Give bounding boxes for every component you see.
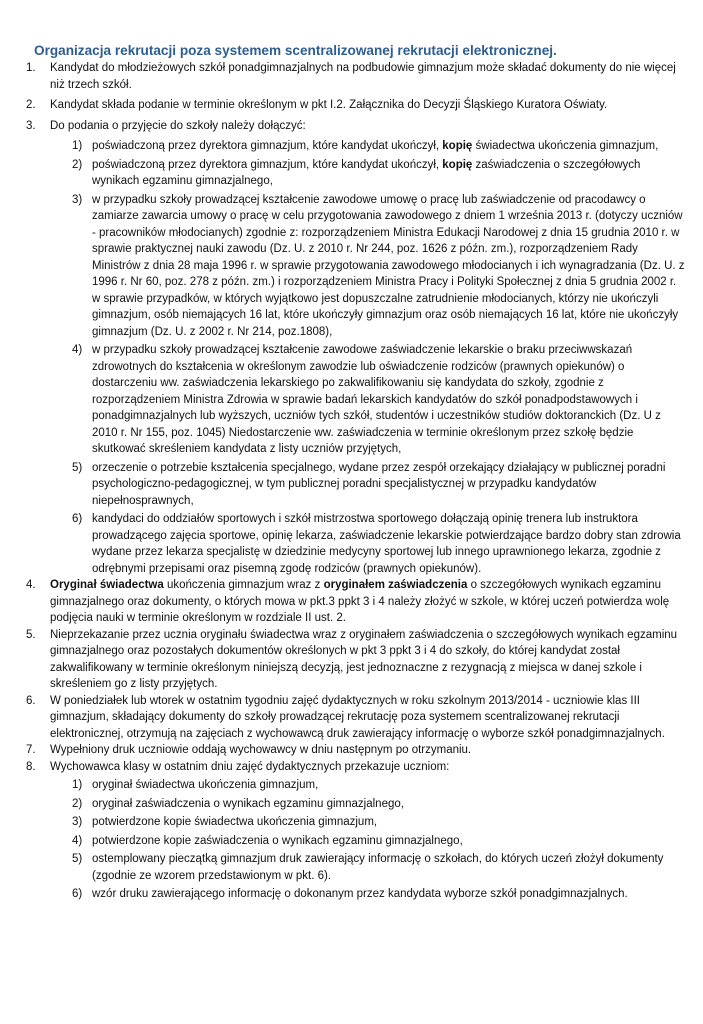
sub-item-number: 4) [72, 344, 83, 356]
sub-item-1 [72, 138, 686, 155]
sub-item-text: ostemplowany pieczątką gimnazjum druk zawierający informację o szkołach, do których uczeń złożył dokumenty (zgodnie ze wzorem przedstawionym w pkt. 6). [92, 853, 664, 882]
sub-item-6 [72, 886, 686, 903]
sub-item-emphasis: kopię [442, 140, 473, 152]
list-item-8 [26, 759, 686, 903]
item-number: 2. [26, 99, 36, 111]
item-number: 4. [26, 579, 36, 591]
item-number: 6. [26, 694, 36, 707]
sub-item-number: 5) [72, 461, 83, 474]
sub-item-4 [72, 833, 686, 850]
sub-item-text: w przypadku szkoły prowadzącej kształcenie zawodowe zaświadczenie lekarskie o braku przeciwwskazań zdrowotnych do kształcenia w określonym zawodzie lub oświadczenie rodziców (prawnych opiekunów) o dostarczeniu ww. zaświadczenia lekarskiego po zakwalifikowaniu się kandydata do szkoły, zgodnie z rozporządzeniem Ministra Zdrowia w sprawie badań lekarskich kandydatów do szkół ponadpodstawowych i ponadgimnazjalnych lub wyższych, uczniów tych szkół, studentów i uczestników studiów doktoranckich (Dz. U z 2010 r. Nr 155, poz. 1045) Niedostarczenie ww. zaświadczenia w terminie określonym przez szkołę będzie skutkować skreśleniem kandydata z listy uczniów przyjętych, [92, 344, 661, 455]
sub-item-text: poświadczoną przez dyrektora gimnazjum, które kandydat ukończył, [92, 140, 443, 152]
item-emphasis: Oryginał świadectwa [50, 579, 164, 591]
item-number: 8. [26, 760, 36, 773]
sub-item-emphasis: kopię [442, 158, 473, 171]
item-text: Nieprzekazanie przez ucznia oryginału świadectwa wraz z oryginałem zaświadczenia o szczegółowych wynikach egzaminu gimnazjalnego oraz pozostałych dokumentów określonych w pkt 3 ppkt 3 i 4 do szkoły, do której kandydat został zakwalifikowany w terminie określonym niniejszą decyzją, jest jednoznaczne z rezygnacją z miejsca w danej szkole i skreśleniem go z listy przyjętych. [50, 628, 678, 690]
sub-item-number: 1) [72, 140, 83, 152]
sub-item-text: poświadczoną przez dyrektora gimnazjum, które kandydat ukończył, [92, 158, 443, 171]
sub-item-text: orzeczenie o potrzebie kształcenia specjalnego, wydane przez zespół orzekający działający w publicznej poradni psychologiczno-pedagogicznej, w tym publicznej poradni specjalistycznej w przypadku kandydatów niepełnosprawnych, [92, 461, 666, 507]
sub-item-1 [72, 777, 686, 794]
sub-item-2 [72, 796, 686, 813]
item-text: Kandydat składa podanie w terminie określonym w pkt I.2. Załącznika do Decyzji Śląskiego Kuratora Oświaty. [50, 99, 608, 111]
sub-item-number: 1) [72, 779, 83, 791]
sub-item-number: 5) [72, 853, 83, 865]
sub-item-text: potwierdzone kopie świadectwa ukończenia gimnazjum, [92, 816, 378, 828]
sub-item-3 [72, 192, 686, 341]
attachments-sublist [50, 138, 686, 577]
list-item-3 [26, 118, 686, 578]
sub-item-text: kandydaci do oddziałów sportowych i szkół mistrzostwa sportowego dołączają opinię trenera lub instruktora prowadzącego zajęcia sportowe, opinię lekarza, zaświadczenie lekarskie potwierdzające bardzo dobry stan zdrowia wydane przez lekarza specjalistę w dziedzinie medycyny sportowej lub innego uprawnionego lekarza, zgodnie z odrębnymi przepisami oraz pisemną zgodę rodziców (prawnych opiekunów). [92, 513, 681, 575]
sub-item-number: 2) [72, 797, 83, 810]
list-item-5 [26, 627, 686, 693]
page-title: Organizacja rekrutacji poza systemem scentralizowanej rekrutacji elektronicznej. [34, 43, 557, 58]
list-item-1 [26, 60, 686, 93]
item-number: 5. [26, 628, 36, 641]
sub-item-text: oryginał świadectwa ukończenia gimnazjum, [92, 779, 319, 791]
item-number: 7. [26, 744, 36, 756]
list-item-2 [26, 97, 686, 114]
item-text: Kandydat do młodzieżowych szkół ponadgimnazjalnych na podbudowie gimnazjum może składać dokumenty do nie więcej niż trzech szkół. [50, 62, 676, 91]
item-text: Do podania o przyjęcie do szkoły należy dołączyć: [50, 119, 306, 132]
item-emphasis: oryginałem zaświadczenia [323, 579, 468, 591]
sub-item-5 [72, 460, 686, 510]
sub-item-number: 3) [72, 816, 83, 828]
sub-item-text: w przypadku szkoły prowadzącej kształcenie zawodowe umowę o pracę lub zaświadczenie od pracodawcy o zamiarze zawarcia umowy o pracę w celu przygotowania zawodowego z dniem 1 września 2013 r. (dotyczy uczniów - pracowników młodocianych) zgodnie z: rozporządzeniem Ministra Edukacji Narodowej z dnia 15 grudnia 2010 r. w sprawie praktycznej nauki zawodu (Dz. U. z 2010 r. Nr 244, poz. 1626 z późn. zm.), rozporządzeniem Rady Ministrów z dnia 28 maja 1996 r. w sprawie przygotowania zawodowego młodocianych i ich wynagradzania (Dz. U. z 1996 r. Nr 60, poz. 278 z późn. zm.) i rozporządzeniem Ministra Pracy i Polityki Społecznej z dnia 5 grudnia 2002 r. w sprawie przypadków, w których wyjątkowo jest dopuszczalne zatrudnienie młodocianych, którzy nie ukończyli gimnazjum, osób niemających 16 lat, które ukończyły gimnazjum oraz osób niemających 16 lat, które nie ukończyły gimnazjum (Dz. U. z 2002 r. Nr 214, poz.1808), [92, 193, 685, 338]
sub-item-3 [72, 814, 686, 831]
item-number: 1. [26, 62, 36, 74]
handover-sublist [50, 777, 686, 903]
item-text: Wypełniony druk uczniowie oddają wychowawcy w dniu następnym po otrzymaniu. [50, 744, 472, 756]
sub-item-text-end: świadectwa ukończenia gimnazjum, [472, 140, 659, 152]
item-text: W poniedziałek lub wtorek w ostatnim tygodniu zajęć dydaktycznych w roku szkolnym 2013/2014 - uczniowie klas III gimnazjum, składający dokumenty do szkoły prowadzącej rekrutację poza systemem scentralizowanej rekrutacji elektronicznej, otrzymują na zajęciach z wychowawcą druk zawierający informację o wyborze szkół ponadgimnazjalnych. [50, 694, 665, 740]
item-text-end: o szczegółowych wynikach egzaminu gimnazjalnego oraz dokumenty, o których mowa w pkt.3 ppkt 3 i 4 należy złożyć w szkole, w której uczeń potwierdza wolę podjęcia nauki w terminie określonym w rozdziale II ust. 2. [50, 579, 670, 624]
sub-item-number: 6) [72, 513, 83, 525]
list-item-4 [26, 577, 686, 627]
sub-item-number: 4) [72, 834, 83, 847]
item-text: ukończenia gimnazjum wraz z [163, 579, 324, 591]
list-item-6 [26, 693, 686, 743]
sub-item-text: potwierdzone kopie zaświadczenia o wynikach egzaminu gimnazjalnego, [92, 834, 463, 847]
sub-item-number: 2) [72, 158, 83, 171]
item-text: Wychowawca klasy w ostatnim dniu zajęć dydaktycznych przekazuje uczniom: [50, 760, 450, 773]
sub-item-5 [72, 851, 686, 884]
sub-item-number: 6) [72, 888, 83, 900]
sub-item-4 [72, 342, 686, 458]
list-item-7 [26, 742, 686, 759]
sub-item-text: wzór druku zawierającego informację o dokonanym przez kandydata wyborze szkół ponadgimnazjalnych. [92, 888, 628, 900]
main-list [26, 60, 686, 903]
sub-item-6 [72, 511, 686, 577]
sub-item-text: oryginał zaświadczenia o wynikach egzaminu gimnazjalnego, [92, 797, 404, 810]
item-number: 3. [26, 119, 36, 132]
sub-item-text-end: zaświadczenia o szczegółowych wynikach egzaminu gimnazjalnego, [92, 158, 641, 187]
sub-item-2 [72, 157, 686, 190]
sub-item-number: 3) [72, 193, 83, 206]
